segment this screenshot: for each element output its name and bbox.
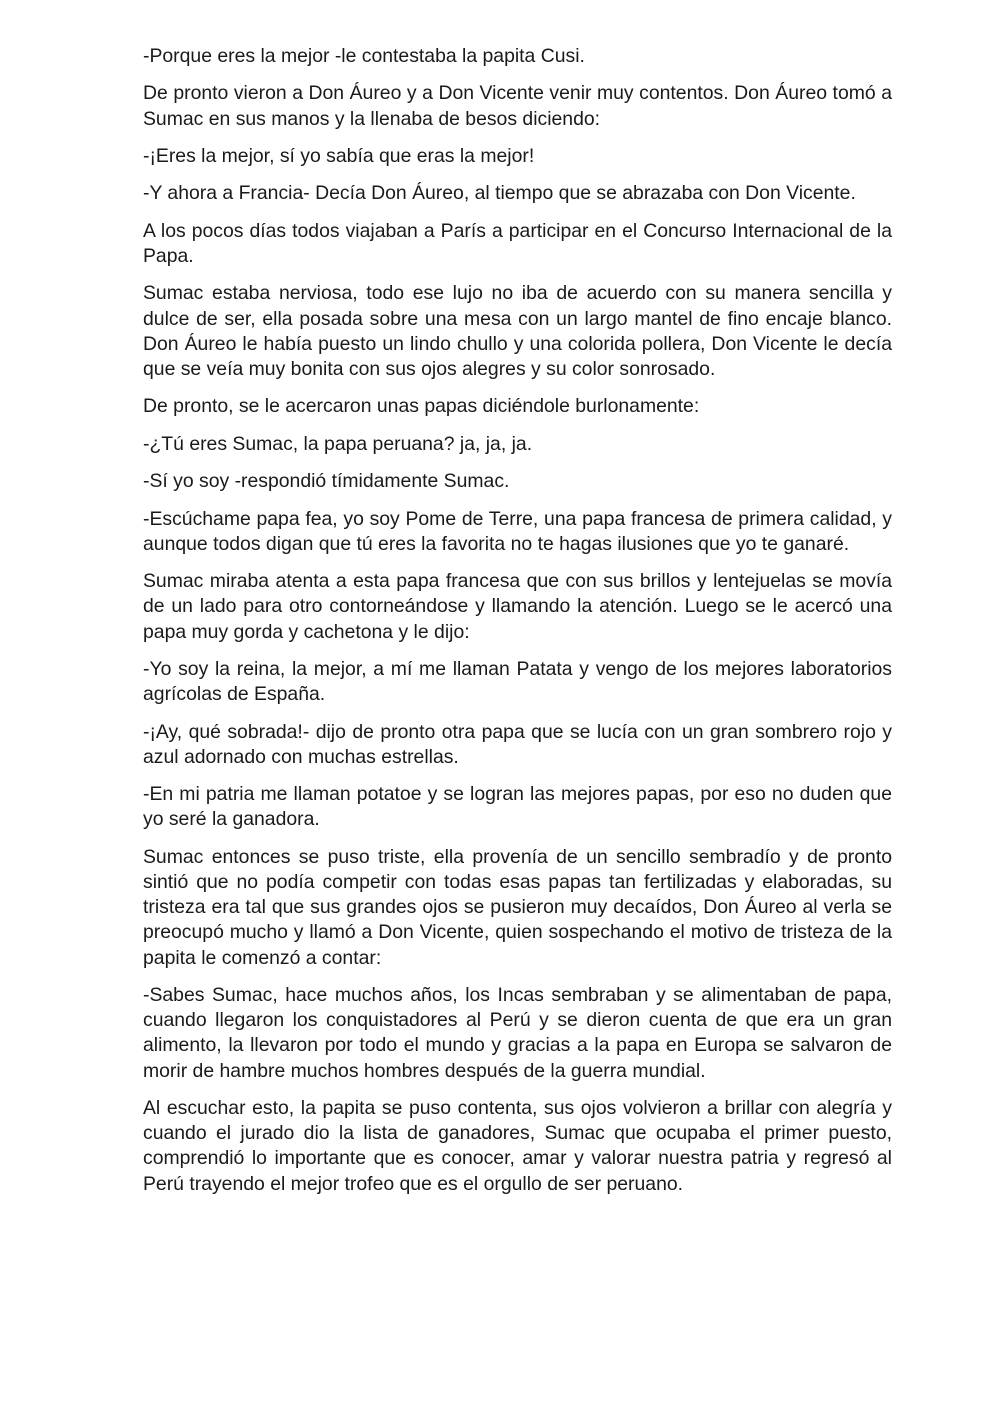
paragraph: Sumac estaba nerviosa, todo ese lujo no iba de acuerdo con su manera sencilla y dulce de ser, ella posada sobre una mesa con un largo mantel de fino encaje blanco. Don Áureo le había puesto un lindo chullo y una colorida pollera, Don Vicente le decía que se veía muy bonita con sus ojos alegres y su color sonrosado. [143,282,892,380]
paragraph: De pronto vieron a Don Áureo y a Don Vicente venir muy contentos. Don Áureo tomó a Sumac en sus manos y la llenaba de besos diciendo: [143,82,892,130]
paragraph: -Yo soy la reina, la mejor, a mí me llaman Patata y vengo de los mejores laboratorios agrícolas de España. [143,657,892,706]
paragraph: A los pocos días todos viajaban a París a participar en el Concurso Internacional de la Papa. [143,219,892,267]
paragraph: -Sabes Sumac, hace muchos años, los Incas sembraban y se alimentaban de papa, cuando llegaron los conquistadores al Perú y se dieron cuenta de que era un gran alimento, la llevaron por todo el mundo y gracias a la papa en Europa se salvaron de morir de hambre muchos hombres después de la guerra mundial. [143,983,892,1082]
paragraph: -Porque eres la mejor -le contestaba la papita Cusi. [143,45,585,67]
paragraph: Sumac entonces se puso triste, ella provenía de un sencillo sembradío y de pronto sintió que no podía competir con todas esas papas tan fertilizadas y elaboradas, su tristeza era tal que sus grandes ojos se pusieron muy decaídos, Don Áureo al verla se preocupó mucho y llamó a Don Vicente, quien sospechando el motivo de tristeza de la papita le comenzó a contar: [143,845,892,969]
paragraph: -Sí yo soy -respondió tímidamente Sumac. [143,470,510,493]
paragraph: -Y ahora a Francia- Decía Don Áureo, al tiempo que se abrazaba con Don Vicente. [143,182,856,205]
paragraph: -¡Ay, qué sobrada!- dijo de pronto otra papa que se lucía con un gran sombrero rojo y azul adornado con muchas estrellas. [143,720,892,768]
paragraph: -En mi patria me llaman potatoe y se logran las mejores papas, por eso no duden que yo seré la ganadora. [143,783,892,831]
paragraph: -¡Eres la mejor, sí yo sabía que eras la mejor! [143,144,535,167]
paragraph: Al escuchar esto, la papita se puso contenta, sus ojos volvieron a brillar con alegría y cuando el jurado dio la lista de ganadores, Sumac que ocupaba el primer puesto, comprendió lo importante que es conocer, amar y valorar nuestra patria y regresó al Perú trayendo el mejor trofeo que es el orgullo de ser peruano. [143,1096,892,1195]
paragraph: De pronto, se le acercaron unas papas diciéndole burlonamente: [143,395,700,418]
paragraph: Sumac miraba atenta a esta papa francesa que con sus brillos y lentejuelas se movía de un lado para otro contorneándose y llamando la atención. Luego se le acercó una papa muy gorda y cachetona y le dijo: [143,570,892,643]
document-body [143,44,892,1209]
paragraph: -¿Tú eres Sumac, la papa peruana? ja, ja, ja. [143,432,533,455]
paragraph: -Escúchame papa fea, yo soy Pome de Terre, una papa francesa de primera calidad, y aunque todos digan que tú eres la favorita no te hagas ilusiones que yo te ganaré. [143,507,892,555]
